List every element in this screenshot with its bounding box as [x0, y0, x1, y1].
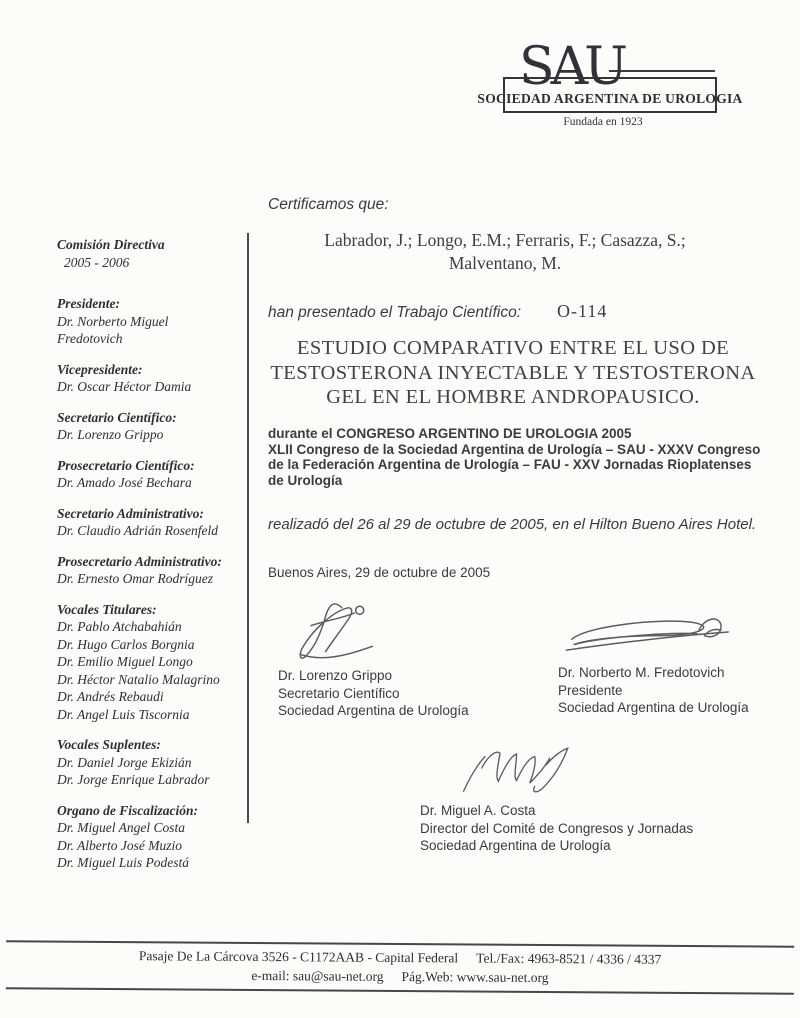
member-name: Dr. Andrés Rebaudi: [57, 689, 164, 704]
work-title-line-3: GEL EN EL HOMBRE ANDROPAUSICO.: [326, 386, 700, 408]
signature-costa-icon: [444, 740, 594, 802]
signature-block-secretario: [278, 595, 469, 720]
committee-group: [57, 802, 237, 872]
member-name: Dr. Ernesto Omar Rodríguez: [57, 571, 214, 586]
congress-line-4: de Urología: [268, 472, 343, 488]
role-label: Vicepresidente:: [57, 361, 143, 377]
signer-name: Dr. Miguel A. Costa: [420, 803, 536, 818]
certify-label: Certificamos que:: [268, 195, 389, 213]
member-name: Dr. Lorenzo Grippo: [57, 427, 164, 442]
logo-rule: [609, 70, 715, 72]
member-name: Dr. Daniel Jorge Ekizián: [57, 754, 192, 770]
member-name: Dr. Héctor Natalio Malagrino: [57, 671, 220, 687]
role-label: Prosecretario Científico:: [57, 457, 195, 473]
held-line: realizadó del 26 al 29 de octubre de 2005, en el Hilton Bueno Aires Hotel.: [268, 516, 757, 533]
footer-phone: Tel./Fax: 4963-8521 / 4336 / 4337: [476, 950, 662, 967]
committee-group: [57, 505, 237, 540]
vertical-divider: [247, 233, 249, 823]
signature-grippo-icon: [284, 595, 394, 667]
work-title-line-2: TESTOSTERONA INYECTABLE Y TESTOSTERONA: [270, 361, 756, 384]
role-label: Organo de Fiscalización:: [57, 802, 199, 818]
member-name: Dr. Jorge Enrique Labrador: [57, 772, 210, 787]
signature-block-presidente: [558, 612, 749, 717]
signer-name: Dr. Norberto M. Fredotovich: [558, 665, 725, 680]
congress-line-3: de la Federación Argentina de Urología – FAU - XXV Jornadas Rioplatenses: [268, 457, 752, 472]
committee-sidebar: [57, 236, 237, 885]
role-label: Prosecretario Administrativo:: [57, 553, 222, 569]
committee-header: [57, 236, 237, 271]
footer: [6, 940, 794, 995]
signer-org: Sociedad Argentina de Urología: [558, 700, 749, 715]
signer-name: Dr. Lorenzo Grippo: [278, 668, 393, 683]
presented-label: han presentado el Trabajo Científico:: [268, 304, 522, 321]
logo-acronym: SAU: [519, 37, 624, 97]
signer-title: Presidente: [558, 682, 623, 698]
member-name: Dr. Pablo Atchabahián: [57, 619, 182, 634]
committee-group: [57, 553, 237, 588]
work-code: O-114: [557, 301, 608, 321]
committee-group: [57, 457, 237, 492]
date-line: Buenos Aires, 29 de octubre de 2005: [268, 564, 491, 580]
logo-founded: Fundada en 1923: [563, 116, 643, 128]
congress-line-2: XLII Congreso de la Sociedad Argentina de Urología – SAU - XXXV Congreso: [268, 441, 761, 457]
role-label: Presidente:: [57, 296, 120, 311]
committee-group: [57, 736, 237, 789]
role-label: Secretario Administrativo:: [57, 505, 204, 521]
work-title-line-1: ESTUDIO COMPARATIVO ENTRE EL USO DE: [296, 337, 730, 359]
committee-group: [57, 409, 237, 444]
authors-block: [265, 229, 745, 275]
footer-email: e-mail: sau@sau-net.org: [251, 967, 384, 984]
member-name: Dr. Alberto José Muzio: [57, 837, 182, 853]
member-name: Dr. Emilio Miguel Longo: [57, 654, 193, 669]
signer-org: Sociedad Argentina de Urología: [278, 703, 469, 718]
signer-org: Sociedad Argentina de Urología: [420, 838, 611, 853]
presented-row: [268, 301, 607, 322]
signature-fredotovich-icon: [552, 612, 747, 662]
committee-group: [57, 361, 237, 396]
footer-web: Pág.Web: www.sau-net.org: [401, 969, 549, 986]
role-label: Secretario Científico:: [57, 409, 177, 425]
committee-period: 2005 - 2006: [64, 254, 130, 270]
signature-block-director: [420, 740, 693, 855]
congress-block: [268, 426, 778, 488]
member-name: Dr. Hugo Carlos Borgnia: [57, 636, 195, 652]
member-name: Dr. Norberto Miguel Fredotovich: [57, 313, 169, 346]
committee-group: [57, 601, 237, 724]
member-name: Dr. Miguel Angel Costa: [57, 820, 185, 835]
footer-address: Pasaje De La Cárcova 3526 - C1172AAB - Capital Federal: [138, 948, 459, 966]
logo-org-name: SOCIEDAD ARGENTINA DE UROLOGIA: [477, 91, 743, 106]
member-name: Dr. Claudio Adrián Rosenfeld: [57, 523, 219, 538]
signer-title: Secretario Científico: [278, 685, 400, 701]
member-name: Dr. Oscar Héctor Damia: [57, 379, 192, 394]
signer-title: Director del Comité de Congresos y Jornadas: [420, 820, 694, 836]
member-name: Dr. Angel Luis Tiscornia: [57, 706, 190, 722]
authors-line-2: Malventano, M.: [448, 253, 562, 273]
work-title: [265, 336, 761, 410]
congress-line-1: durante el CONGRESO ARGENTINO DE UROLOGIA 2005: [268, 426, 632, 441]
committee-group: [57, 295, 237, 348]
authors-line-1: Labrador, J.; Longo, E.M.; Ferraris, F.; Casazza, S.;: [324, 230, 686, 250]
role-label: Vocales Titulares:: [57, 601, 157, 617]
member-name: Dr. Amado José Bechara: [57, 475, 192, 490]
committee-title: Comisión Directiva: [57, 237, 165, 252]
role-label: Vocales Suplentes:: [57, 737, 161, 752]
member-name: Dr. Miguel Luis Podestá: [57, 855, 190, 870]
